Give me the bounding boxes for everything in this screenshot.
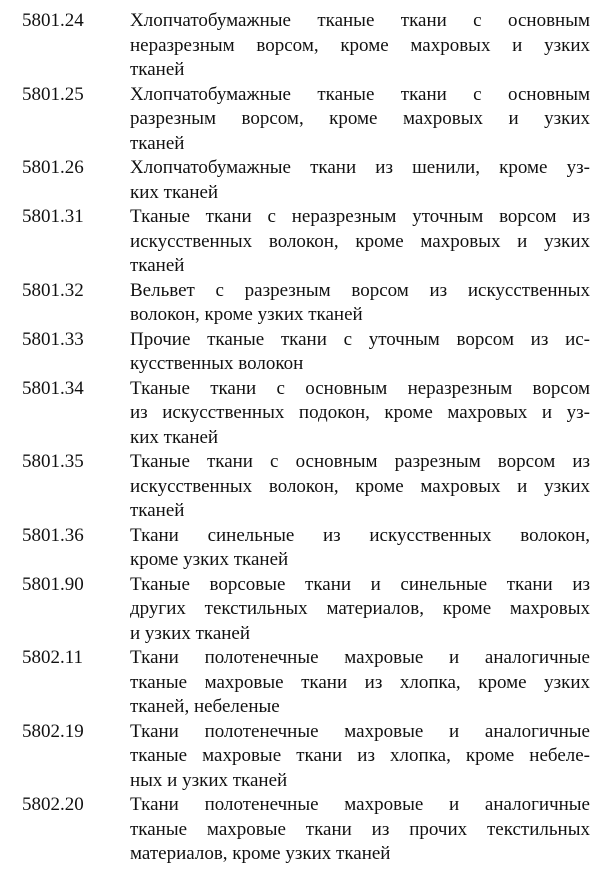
list-item bbox=[0, 646, 612, 720]
description-line: искусственных волокон, кроме махровых и узких bbox=[130, 230, 590, 252]
description-line: разрезным ворсом, кроме махровых и узких bbox=[130, 108, 590, 129]
description-line: материалов, кроме узких тканей bbox=[130, 843, 391, 864]
description-line: Ткани полотенечные махровые и аналогичные bbox=[130, 647, 590, 668]
description-line: Ткани синельные из искусственных волокон, bbox=[130, 524, 590, 546]
item-code: 5801.34 bbox=[22, 377, 84, 399]
description-line: тканей bbox=[130, 255, 185, 276]
description-line: Ткани полотенечные махровые и аналогичные bbox=[130, 720, 590, 742]
item-description bbox=[130, 205, 590, 279]
list-item bbox=[0, 83, 612, 157]
description-line: Хлопчатобумажные тканые ткани с основным bbox=[130, 83, 590, 105]
description-line: Хлопчатобумажные ткани из шенили, кроме уз- bbox=[130, 157, 590, 178]
description-line: искусственных волокон, кроме махровых и узких bbox=[130, 475, 590, 497]
item-description bbox=[130, 279, 590, 328]
description-line: Тканые ткани с основным неразрезным ворсом bbox=[130, 377, 590, 399]
description-line: тканей bbox=[130, 59, 185, 80]
description-line: Вельвет с разрезным ворсом из искусственных bbox=[130, 279, 590, 301]
description-line: ких тканей bbox=[130, 426, 219, 448]
item-code: 5801.36 bbox=[22, 524, 84, 546]
description-line: кроме узких тканей bbox=[130, 549, 289, 570]
item-description bbox=[130, 156, 590, 205]
item-description bbox=[130, 646, 590, 720]
item-code: 5801.25 bbox=[22, 83, 84, 105]
list-item bbox=[0, 279, 612, 328]
description-line: тканые махровые ткани из хлопка, кроме узких bbox=[130, 671, 590, 693]
list-item bbox=[0, 377, 612, 451]
item-code: 5801.26 bbox=[22, 157, 84, 178]
item-description bbox=[130, 720, 590, 794]
list-item bbox=[0, 450, 612, 524]
description-line: тканые махровые ткани из прочих текстильных bbox=[130, 818, 590, 840]
description-line: Ткани полотенечные махровые и аналогичные bbox=[130, 794, 590, 815]
item-code: 5801.32 bbox=[22, 279, 84, 301]
item-code: 5801.90 bbox=[22, 573, 84, 595]
item-code: 5801.35 bbox=[22, 451, 84, 472]
list-item bbox=[0, 720, 612, 794]
description-line: кусственных волокон bbox=[130, 353, 304, 374]
description-line: из искусственных подокон, кроме махровых и уз- bbox=[130, 402, 590, 423]
item-description bbox=[130, 524, 590, 573]
item-code: 5801.24 bbox=[22, 10, 84, 31]
list-item bbox=[0, 328, 612, 377]
description-line: тканые махровые ткани из хлопка, кроме небеле- bbox=[130, 745, 590, 766]
list-item bbox=[0, 9, 612, 83]
description-line: ных и узких тканей bbox=[130, 769, 288, 791]
code-list bbox=[0, 9, 612, 867]
list-item bbox=[0, 573, 612, 647]
list-item bbox=[0, 793, 612, 867]
description-line: неразрезным ворсом, кроме махровых и узких bbox=[130, 34, 590, 56]
description-line: ких тканей bbox=[130, 181, 219, 203]
item-description bbox=[130, 793, 590, 867]
description-line: других текстильных материалов, кроме махровых bbox=[130, 598, 590, 619]
item-description bbox=[130, 450, 590, 524]
item-code: 5802.11 bbox=[22, 647, 84, 668]
item-description bbox=[130, 328, 590, 377]
description-line: тканей, небеленые bbox=[130, 696, 280, 717]
item-description bbox=[130, 573, 590, 647]
list-item bbox=[0, 156, 612, 205]
item-code: 5801.31 bbox=[22, 206, 84, 227]
description-line: Прочие тканые ткани с уточным ворсом из ис- bbox=[130, 328, 590, 350]
item-description bbox=[130, 377, 590, 451]
item-description bbox=[130, 83, 590, 157]
description-line: Хлопчатобумажные тканые ткани с основным bbox=[130, 10, 590, 31]
item-code: 5802.20 bbox=[22, 794, 84, 815]
description-line: волокон, кроме узких тканей bbox=[130, 304, 363, 325]
description-line: тканей bbox=[130, 500, 185, 521]
item-description bbox=[130, 9, 590, 83]
description-line: Тканые ткани с основным разрезным ворсом из bbox=[130, 451, 590, 472]
item-code: 5802.19 bbox=[22, 720, 84, 742]
description-line: тканей bbox=[130, 132, 185, 154]
list-item bbox=[0, 524, 612, 573]
description-line: и узких тканей bbox=[130, 622, 251, 644]
description-line: Тканые ворсовые ткани и синельные ткани из bbox=[130, 573, 590, 595]
list-item bbox=[0, 205, 612, 279]
description-line: Тканые ткани с неразрезным уточным ворсом из bbox=[130, 206, 590, 227]
item-code: 5801.33 bbox=[22, 328, 84, 350]
